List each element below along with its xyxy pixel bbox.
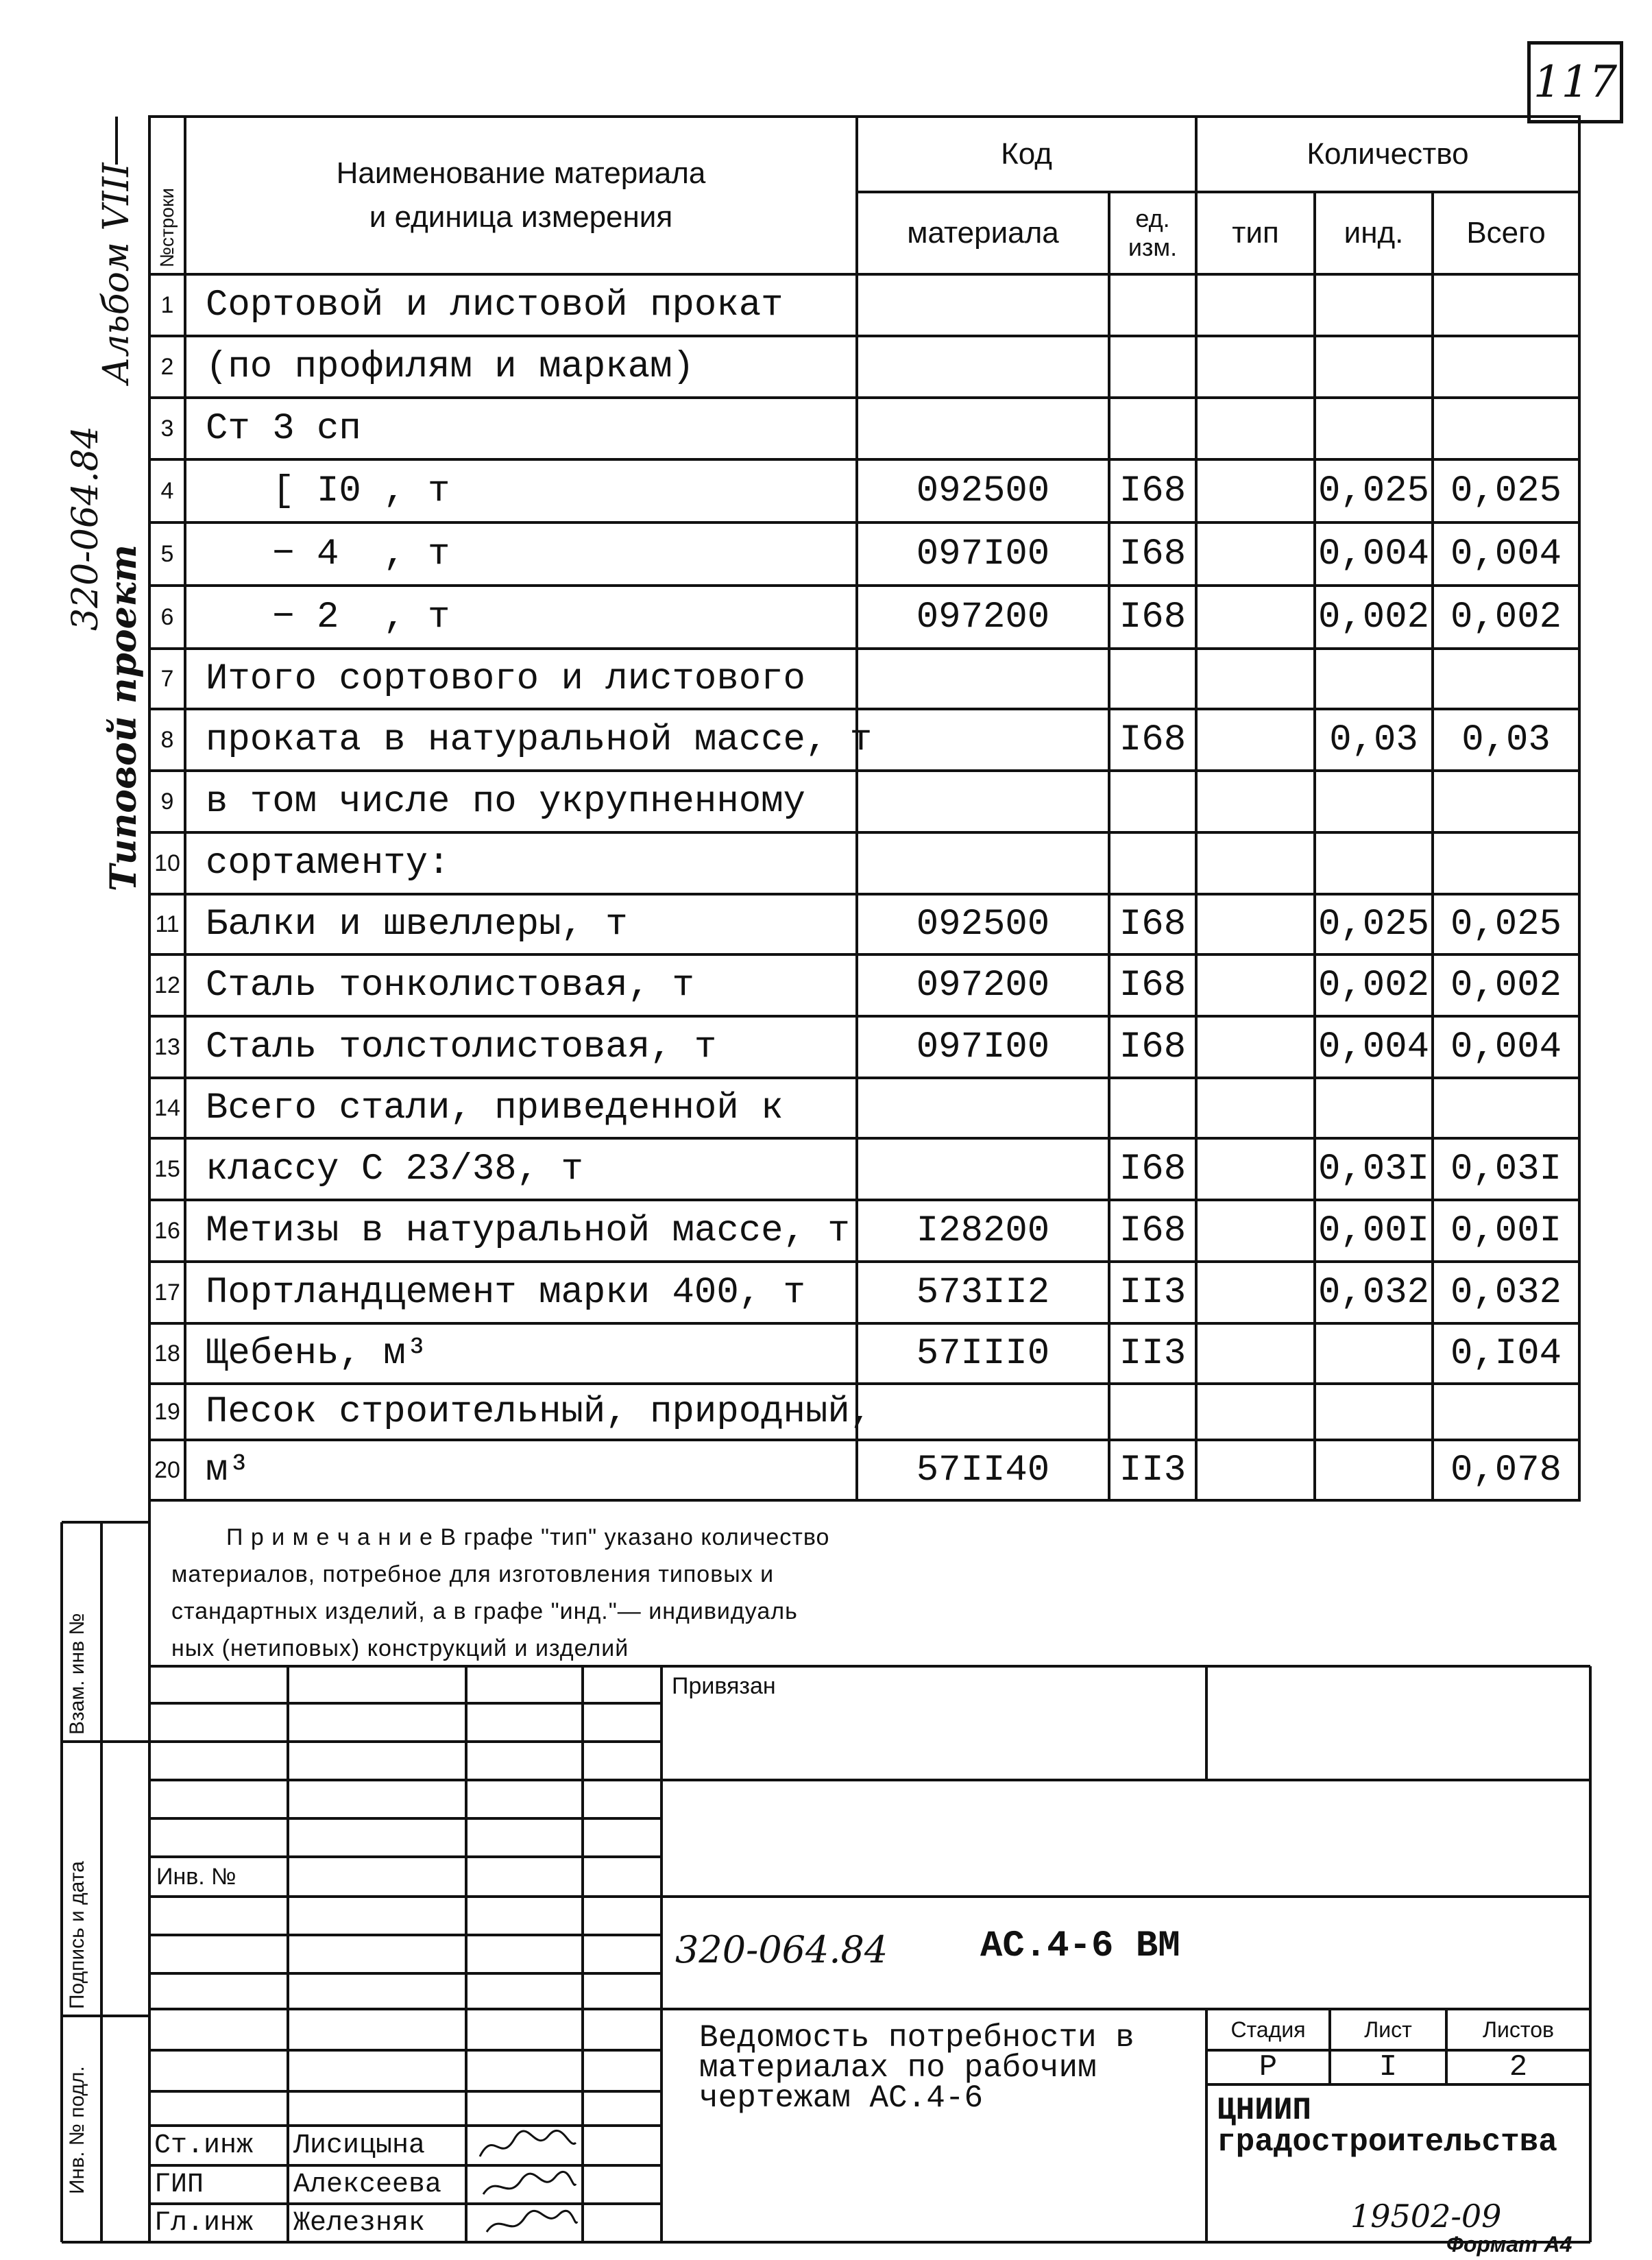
cell-type — [1196, 1078, 1315, 1138]
cell-name: Метизы в натуральной массе, т — [206, 1210, 850, 1252]
cell-name: Портландцемент марки 400, т — [206, 1271, 805, 1314]
note-line3: стандартных изделий, а в графе "инд."— индивидуаль — [171, 1598, 798, 1624]
signer-name-1: Лисицына — [293, 2130, 426, 2161]
cell-ind: 0,004 — [1317, 1026, 1430, 1068]
unit-header: ед. изм. — [1128, 204, 1178, 261]
cell-ind — [1315, 649, 1433, 709]
cell-name: Ст 3 сп — [206, 407, 361, 450]
cell-ind — [1315, 1440, 1433, 1500]
doc-code-hand: 320-064.84 — [675, 1928, 888, 1971]
cell-type — [1196, 709, 1315, 771]
signer-role-1: Ст.инж — [154, 2130, 254, 2161]
cell-n: 18 — [154, 1340, 180, 1367]
cell-code — [857, 398, 1109, 459]
cell-type — [1196, 1138, 1315, 1200]
cell-total — [1433, 398, 1579, 459]
cell-unit: I68 — [1119, 1148, 1187, 1190]
cell-unit — [1109, 832, 1196, 894]
cell-ind — [1315, 1078, 1433, 1138]
cell-n: 4 — [160, 477, 174, 504]
cell-n: 19 — [154, 1398, 180, 1425]
cell-n: 9 — [160, 788, 174, 815]
cell-code: 092500 — [916, 470, 1050, 512]
cell-total: 0,I04 — [1450, 1332, 1562, 1375]
cell-name: − 4 , т — [206, 533, 450, 575]
cell-code — [857, 1384, 1109, 1440]
stage-value: Р — [1259, 2050, 1278, 2084]
signer-name-2: Алексеева — [293, 2169, 442, 2200]
cell-code: 092500 — [916, 903, 1050, 946]
format-label: Формат А4 — [1446, 2232, 1572, 2257]
ind-header: инд. — [1344, 216, 1404, 250]
cell-name: Сортовой и листовой прокат — [206, 284, 784, 326]
project-code-side: 320-064.84 — [65, 426, 106, 631]
cell-total — [1433, 771, 1579, 832]
code-header: Код — [1001, 137, 1052, 171]
cell-ind: 0,004 — [1317, 533, 1430, 575]
cell-ind: 0,032 — [1317, 1271, 1430, 1314]
cell-type — [1196, 398, 1315, 459]
cell-type — [1196, 894, 1315, 954]
cell-total — [1433, 274, 1579, 336]
cell-n: 2 — [160, 353, 174, 380]
cell-unit: I68 — [1119, 964, 1187, 1007]
cell-ind: 0,025 — [1317, 470, 1430, 512]
page-number: 117 — [1533, 57, 1618, 108]
total-header: Всего — [1466, 216, 1546, 250]
inv-podl-label: Инв. № подл. — [66, 2066, 88, 2194]
cell-name: Сталь толстолистовая, т — [206, 1026, 717, 1068]
cell-name: Сталь тонколистовая, т — [206, 964, 694, 1007]
cell-type — [1196, 586, 1315, 649]
cell-type — [1196, 771, 1315, 832]
type-header: тип — [1232, 216, 1279, 250]
cell-n: 8 — [160, 726, 174, 753]
cell-type — [1196, 274, 1315, 336]
hand-number: 19502-09 — [1350, 2198, 1502, 2235]
cell-n: 16 — [154, 1217, 180, 1244]
cell-code — [857, 709, 1109, 771]
cell-type — [1196, 954, 1315, 1016]
signatures — [473, 2126, 583, 2242]
cell-total: 0,002 — [1450, 596, 1562, 638]
vzam-inv-label: Взам. инв № — [66, 1613, 88, 1735]
cell-unit: I68 — [1119, 719, 1187, 761]
cell-n: 1 — [160, 291, 174, 318]
cell-name: проката в натуральной массе, т — [206, 719, 873, 761]
cell-code — [857, 771, 1109, 832]
cell-n: 11 — [155, 911, 180, 937]
cell-n: 20 — [154, 1456, 180, 1483]
cell-n: 3 — [160, 415, 174, 442]
cell-code: 097I00 — [916, 1026, 1050, 1068]
project-type-label: Типовой проект — [103, 544, 145, 891]
cell-code: 57II40 — [916, 1449, 1050, 1491]
note-line4: ных (нетиповых) конструкций и изделий — [171, 1635, 629, 1661]
cell-name: Всего стали, приведенной к — [206, 1087, 784, 1129]
cell-code — [857, 336, 1109, 398]
note-line1: П р и м е ч а н и е В графе "тип" указано количество — [226, 1524, 830, 1550]
cell-code: 57III0 — [916, 1332, 1050, 1375]
cell-type — [1196, 649, 1315, 709]
cell-ind: 0,03 — [1329, 719, 1418, 761]
name-header-line1: Наименование материала — [336, 156, 706, 190]
cell-code: 573II2 — [916, 1271, 1050, 1314]
cell-ind — [1315, 771, 1433, 832]
cell-ind — [1315, 336, 1433, 398]
cell-total: 0,078 — [1450, 1449, 1562, 1491]
cell-code: 097200 — [916, 596, 1050, 638]
cell-ind — [1315, 274, 1433, 336]
cell-name: сортаменту: — [206, 842, 450, 885]
cell-type — [1196, 832, 1315, 894]
cell-total: 0,004 — [1450, 533, 1562, 575]
cell-code — [857, 1078, 1109, 1138]
cell-ind — [1315, 832, 1433, 894]
cell-ind — [1315, 398, 1433, 459]
cell-type — [1196, 1323, 1315, 1384]
cell-total: 0,025 — [1450, 470, 1562, 512]
cell-total: 0,032 — [1450, 1271, 1562, 1314]
cell-name: [ I0 , т — [206, 470, 450, 512]
sheets-value: 2 — [1509, 2050, 1528, 2084]
cell-n: 6 — [160, 603, 174, 630]
cell-unit — [1109, 336, 1196, 398]
cell-total: 0,025 — [1450, 903, 1562, 946]
cell-n: 14 — [154, 1094, 180, 1121]
cell-unit: II3 — [1119, 1449, 1187, 1491]
cell-type — [1196, 336, 1315, 398]
cell-name: классу С 23/38, т — [206, 1148, 583, 1190]
cell-total — [1433, 832, 1579, 894]
cell-code: 097200 — [916, 964, 1050, 1007]
cell-name: Щебень, м³ — [206, 1332, 428, 1375]
cell-ind: 0,002 — [1317, 964, 1430, 1007]
sheets-label: Листов — [1483, 2017, 1554, 2042]
cell-n: 12 — [154, 972, 180, 998]
cell-unit — [1109, 398, 1196, 459]
cell-total — [1433, 336, 1579, 398]
cell-n: 13 — [154, 1033, 180, 1060]
cell-n: 15 — [154, 1155, 180, 1182]
cell-unit: I68 — [1119, 470, 1187, 512]
cell-unit: II3 — [1119, 1271, 1187, 1314]
cell-n: 7 — [160, 665, 174, 692]
cell-code: 097I00 — [916, 533, 1050, 575]
cell-unit — [1109, 1078, 1196, 1138]
cell-unit — [1109, 649, 1196, 709]
doc-title: Ведомость потребности в материалах по рабочим чертежам АС.4-6 — [699, 2020, 1134, 2116]
row-no-header — [149, 117, 185, 274]
cell-code: I28200 — [916, 1210, 1050, 1252]
cell-unit — [1109, 274, 1196, 336]
cell-n: 5 — [160, 540, 174, 567]
cell-code — [857, 649, 1109, 709]
cell-name: Балки и швеллеры, т — [206, 903, 628, 946]
privyazan-label: Привязан — [672, 1673, 776, 1699]
cell-total: 0,00I — [1450, 1210, 1562, 1252]
cell-type — [1196, 1384, 1315, 1440]
cell-name: в том числе по укрупненному — [206, 780, 805, 823]
cell-total — [1433, 1078, 1579, 1138]
material-header: материала — [907, 216, 1059, 250]
stage-label: Стадия — [1230, 2017, 1306, 2042]
cell-unit — [1109, 1384, 1196, 1440]
cell-ind: 0,00I — [1317, 1210, 1430, 1252]
name-header — [185, 117, 857, 274]
cell-ind: 0,025 — [1317, 903, 1430, 946]
cell-name: Песок строительный, природный, — [206, 1391, 873, 1433]
cell-code — [857, 274, 1109, 336]
cell-total: 0,03 — [1461, 719, 1551, 761]
quantity-header: Количество — [1307, 137, 1469, 171]
cell-unit: I68 — [1119, 596, 1187, 638]
cell-total — [1433, 1384, 1579, 1440]
cell-name: Итого сортового и листового — [206, 658, 805, 700]
cell-type — [1196, 1262, 1315, 1323]
cell-unit: I68 — [1119, 533, 1187, 575]
cell-name: − 2 , т — [206, 596, 450, 638]
cell-total: 0,03I — [1450, 1148, 1562, 1190]
note — [171, 1519, 829, 1667]
row-no-header-text: №строки — [156, 188, 178, 267]
cell-n: 17 — [154, 1279, 180, 1306]
org-name: ЦНИИП градостроительства — [1217, 2093, 1557, 2160]
cell-n: 10 — [154, 850, 180, 876]
sheet-label: Лист — [1364, 2017, 1412, 2042]
inv-no-label: Инв. № — [156, 1864, 236, 1890]
cell-unit: II3 — [1119, 1332, 1187, 1375]
cell-type — [1196, 1200, 1315, 1262]
sheet-value: I — [1378, 2050, 1398, 2084]
cell-ind — [1315, 1323, 1433, 1384]
cell-unit: I68 — [1119, 1210, 1187, 1252]
signer-role-2: ГИП — [154, 2169, 204, 2200]
cell-total: 0,002 — [1450, 964, 1562, 1007]
podpis-data-label: Подпись и дата — [66, 1861, 88, 2009]
cell-code — [857, 832, 1109, 894]
cell-type — [1196, 1016, 1315, 1078]
signer-role-3: Гл.инж — [154, 2207, 254, 2239]
cell-unit — [1109, 771, 1196, 832]
cell-code — [857, 1138, 1109, 1200]
name-header-line2: и единица измерения — [369, 200, 673, 234]
cell-unit: I68 — [1119, 903, 1187, 946]
cell-ind: 0,03I — [1317, 1148, 1430, 1190]
cell-ind — [1315, 1384, 1433, 1440]
cell-ind: 0,002 — [1317, 596, 1430, 638]
cell-total: 0,004 — [1450, 1026, 1562, 1068]
cell-type — [1196, 459, 1315, 522]
note-line2: материалов, потребное для изготовления типовых и — [171, 1561, 775, 1587]
signer-name-3: Железняк — [293, 2207, 426, 2239]
doc-code: АС.4-6 ВМ — [980, 1925, 1180, 1967]
cell-type — [1196, 1440, 1315, 1500]
cell-name: (по профилям и маркам) — [206, 346, 694, 388]
cell-unit: I68 — [1119, 1026, 1187, 1068]
cell-name: м³ — [206, 1449, 250, 1491]
cell-type — [1196, 522, 1315, 586]
album-label: Альбом VIII — [96, 163, 137, 384]
cell-total — [1433, 649, 1579, 709]
